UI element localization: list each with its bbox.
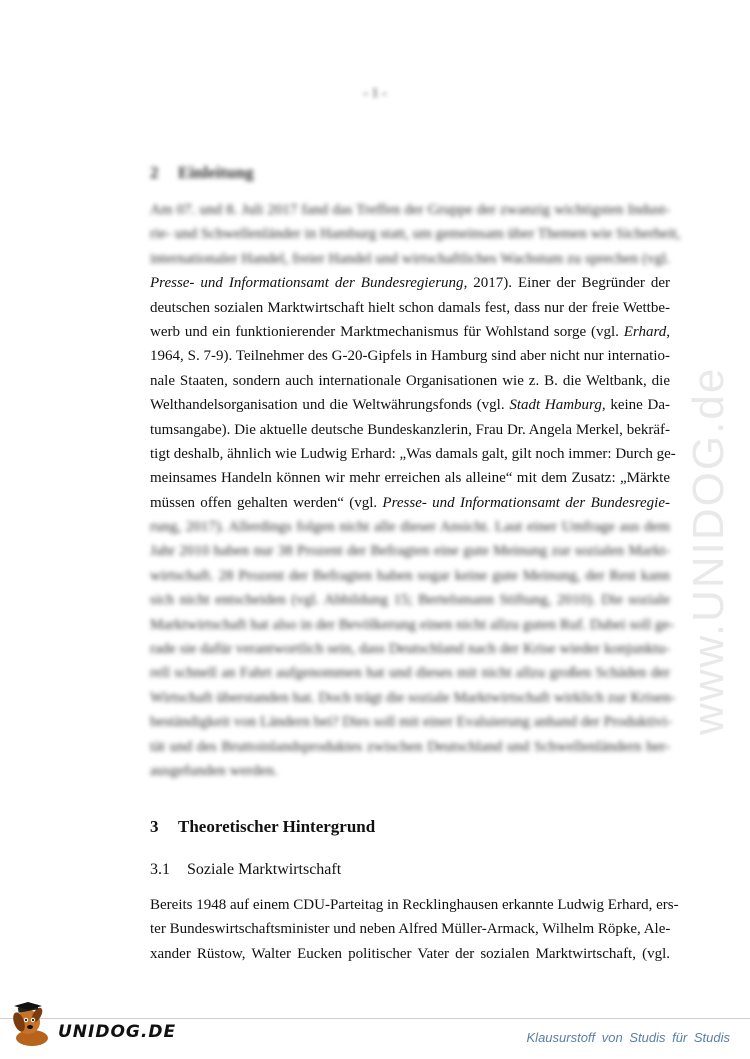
paragraph-line: internationaler Handel, freier Handel und wirtschaftliches Wachstum zu sprechen (vgl.	[150, 250, 670, 267]
citation-italic: Presse- und Informationsamt der Bundesregie-	[382, 494, 670, 511]
subsection-number: 3.1	[150, 861, 170, 878]
paragraph-line: Am 07. und 8. Juli 2017 fand das Treffen der Gruppe der zwanzig wichtigsten Indust-	[150, 202, 670, 218]
line-text: keine Da-	[605, 397, 671, 414]
paragraph-line	[150, 320, 670, 344]
paragraph-line: meinsames Handeln können wir mehr erreichen als alleine“ mit dem Zusatz: „Märkte	[150, 470, 670, 487]
paragraph-line: Wirtschaft überstanden hat. Doch trägt die soziale Marktwirtschaft wirklich zur Krisen-	[150, 689, 676, 706]
citation-italic: Presse- und Informationsamt der Bundesregierung	[150, 275, 464, 292]
paragraph-line: ausgefunden werden.	[150, 762, 278, 779]
paragraph-line	[150, 491, 670, 515]
citation-italic: Erhard	[623, 323, 667, 340]
section-heading-einleitung	[150, 163, 254, 183]
paragraph-line: Bereits 1948 auf einem CDU-Parteitag in Recklinghausen erkannte Ludwig Erhard, ers-	[150, 897, 679, 913]
paragraph-line: rung, 2017). Allerdings folgen nicht alle dieser Ansicht. Laut einer Umfrage aus dem	[150, 519, 670, 536]
paragraph-line: rie- und Schwellenländer in Hamburg statt, um gemeinsam über Themen wie Sicherheit,	[150, 226, 681, 243]
section31-paragraph	[150, 893, 679, 966]
paragraph-line: sich nicht entscheiden (vgl. Abbildung 15; Bertelsmann Stiftung, 2010). Die soziale	[150, 592, 670, 609]
section-title: Einleitung	[178, 163, 254, 182]
paragraph-line: nale Staaten, sondern auch internationale Organisationen wie z. B. die Weltbank, die	[150, 372, 670, 389]
paragraph-line: rade sie dafür verantwortlich sein, dass Deutschland nach der Krise wieder konjunktu-	[150, 641, 670, 658]
paragraph-line: xander Rüstow, Walter Eucken politischer Vater der sozialen Marktwirtschaft, (vgl.	[150, 945, 670, 962]
watermark-text: www.UNIDOG.de	[684, 366, 733, 735]
paragraph-line: tumsangabe). Die aktuelle deutsche Bundeskanzlerin, Frau Dr. Angela Merkel, bekräf-	[150, 421, 670, 438]
line-text: müssen offen gehalten werden“ (vgl.	[150, 494, 383, 511]
citation-italic: Stadt Hamburg,	[509, 397, 606, 414]
paragraph-line: 1964, S. 7-9). Teilnehmer des G-20-Gipfels in Hamburg sind aber nicht nur internatio-	[150, 348, 670, 365]
page-number: - 1 -	[363, 86, 387, 101]
subsection-title: Soziale Marktwirtschaft	[187, 861, 342, 878]
footer-tagline: Klausurstoff von Studis für Studis	[526, 1030, 730, 1045]
dog-mascot-icon	[6, 998, 58, 1050]
section-number: 3	[150, 817, 159, 836]
intro-paragraph	[150, 198, 681, 783]
subsection-heading-soziale-marktwirtschaft	[150, 861, 341, 879]
paragraph-line: beständigkeit von Ländern bei? Dies soll mit einer Evaluierung anhand der Produktivi-	[150, 714, 672, 731]
paragraph-line: tigt deshalb, ähnlich wie Ludwig Erhard: „Was damals galt, gilt noch immer: Durch ge-	[150, 445, 676, 462]
paragraph-line: Marktwirtschaft hat also in der Bevölkerung einen nicht allzu guten Ruf. Dabei soll ge-	[150, 616, 675, 633]
line-text: ,	[666, 323, 670, 340]
line-text: Welthandelsorganisation und die Weltwährungsfonds (vgl.	[150, 397, 510, 414]
unidog-logo[interactable]	[6, 998, 177, 1050]
section-heading-theoretischer-hintergrund	[150, 817, 375, 837]
paragraph-line	[150, 393, 670, 417]
section-number: 2	[150, 163, 159, 182]
paragraph-line: deutschen sozialen Marktwirtschaft hielt schon damals fest, dass nur der freie Wettbe-	[150, 299, 670, 316]
paragraph-line: wirtschaft. 28 Prozent der Befragten haben sogar keine gute Meinung, der Rest kann	[150, 567, 670, 584]
paragraph-line: rell schnell an Fahrt aufgenommen hat und dieses mit nicht allzu großen Schäden der	[150, 665, 670, 682]
paragraph-line: ter Bundeswirtschaftsminister und neben Alfred Müller-Armack, Wilhelm Röpke, Ale-	[150, 921, 671, 938]
section-title: Theoretischer Hintergrund	[178, 817, 376, 836]
logo-text: UNIDOG.DE	[58, 1022, 177, 1042]
line-text: werb und ein funktionierender Marktmechanismus für Wohlstand sorge (vgl.	[150, 323, 624, 340]
paragraph-line: tät und des Bruttoinlandsproduktes zwischen Deutschland und Schwellenländern her-	[150, 738, 670, 755]
paragraph-line: Jahr 2010 haben nur 38 Prozent der Befragten eine gute Meinung zur sozialen Markt-	[150, 543, 670, 560]
paragraph-line	[150, 271, 670, 295]
line-text: , 2017). Einer der Begründer der	[463, 275, 670, 292]
